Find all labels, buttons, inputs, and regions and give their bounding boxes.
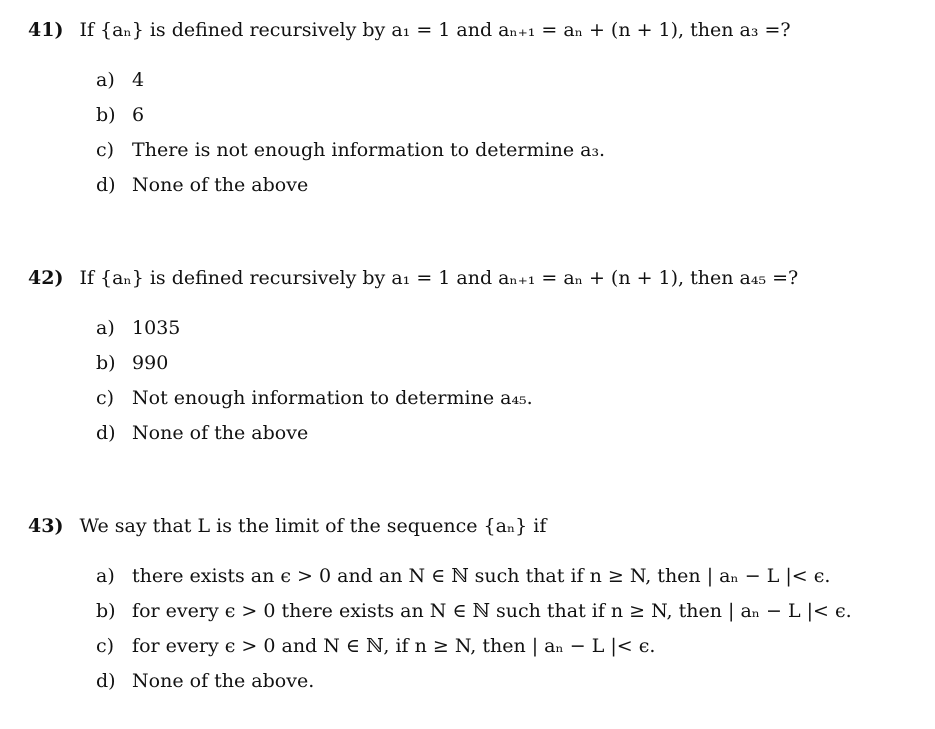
option-label: a) [96, 565, 115, 587]
option-text: there exists an ϵ > 0 and an N ∈ ℕ such that if n ≥ N, then | aₙ − L |< ϵ. [132, 565, 831, 587]
option-label: c) [96, 387, 115, 409]
option-label: c) [96, 635, 115, 657]
option-c[interactable] [96, 629, 908, 664]
option-label: a) [96, 317, 115, 339]
option-a[interactable] [96, 559, 908, 594]
option-text: None of the above. [132, 670, 315, 692]
option-list [28, 63, 908, 203]
option-text: 1035 [132, 317, 181, 339]
option-d[interactable] [96, 416, 908, 451]
option-text: for every ϵ > 0 there exists an N ∈ ℕ such that if n ≥ N, then | aₙ − L |< ϵ. [132, 600, 852, 622]
option-a[interactable] [96, 311, 908, 346]
option-text: None of the above [132, 174, 309, 196]
option-text: 990 [132, 352, 169, 374]
option-list [28, 559, 908, 699]
question-42 [28, 265, 908, 451]
option-label: d) [96, 174, 116, 196]
question-header [28, 265, 908, 291]
option-b[interactable] [96, 594, 908, 629]
option-b[interactable] [96, 98, 908, 133]
option-b[interactable] [96, 346, 908, 381]
question-text: If {aₙ} is defined recursively by a₁ = 1 and aₙ₊₁ = aₙ + (n + 1), then a₄₅ =? [79, 267, 799, 289]
option-text: None of the above [132, 422, 309, 444]
option-label: b) [96, 352, 116, 374]
option-d[interactable] [96, 168, 908, 203]
option-label: c) [96, 139, 115, 161]
option-text: Not enough information to determine a₄₅. [132, 387, 533, 409]
option-a[interactable] [96, 63, 908, 98]
question-number: 41) [28, 19, 64, 41]
question-header [28, 513, 908, 539]
option-label: b) [96, 600, 116, 622]
option-text: 6 [132, 104, 145, 126]
option-c[interactable] [96, 133, 908, 168]
option-list [28, 311, 908, 451]
option-text: for every ϵ > 0 and N ∈ ℕ, if n ≥ N, then | aₙ − L |< ϵ. [132, 635, 656, 657]
question-43 [28, 513, 908, 699]
option-label: d) [96, 422, 116, 444]
option-c[interactable] [96, 381, 908, 416]
option-text: There is not enough information to determine a₃. [132, 139, 606, 161]
question-text: We say that L is the limit of the sequence {aₙ} if [79, 515, 547, 537]
option-label: d) [96, 670, 116, 692]
question-41 [28, 17, 908, 203]
option-text: 4 [132, 69, 145, 91]
option-label: a) [96, 69, 115, 91]
question-number: 42) [28, 267, 64, 289]
option-d[interactable] [96, 664, 908, 699]
question-text: If {aₙ} is defined recursively by a₁ = 1 and aₙ₊₁ = aₙ + (n + 1), then a₃ =? [79, 19, 791, 41]
option-label: b) [96, 104, 116, 126]
question-header [28, 17, 908, 43]
question-number: 43) [28, 515, 64, 537]
